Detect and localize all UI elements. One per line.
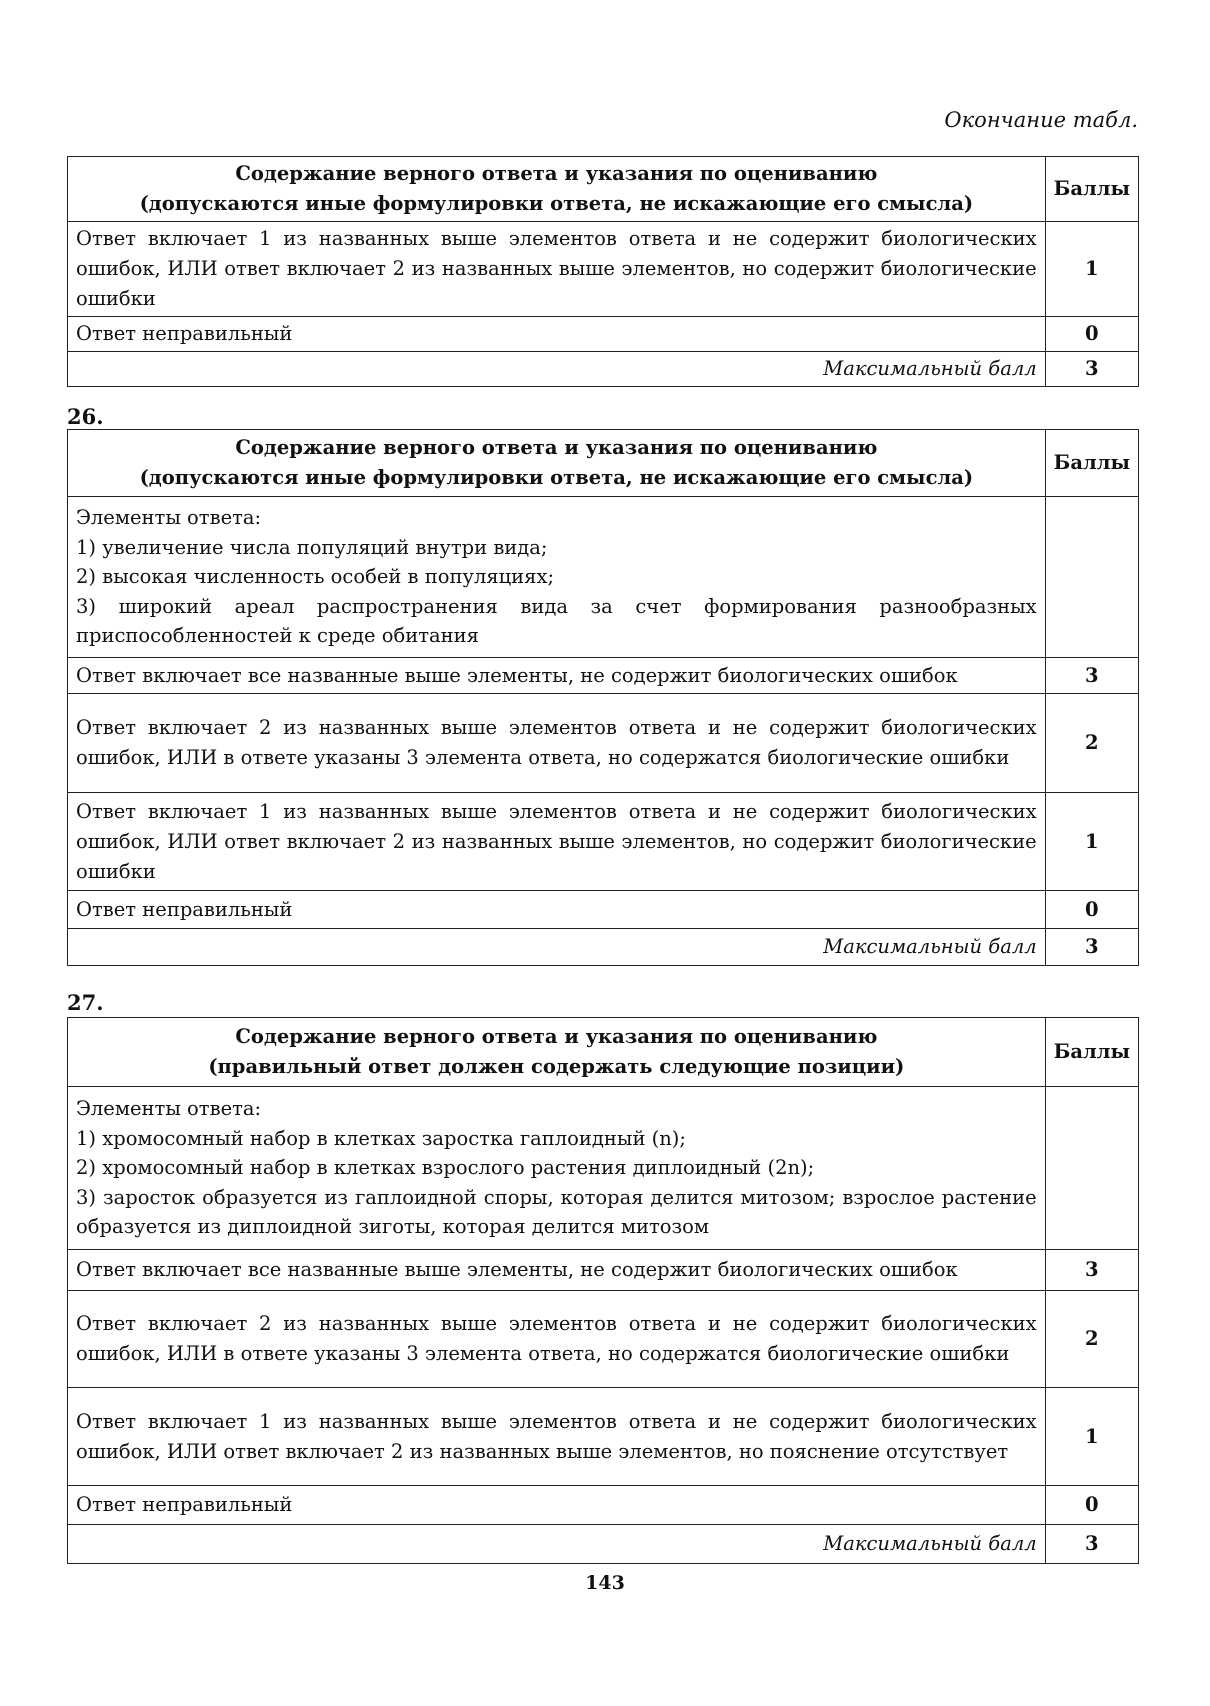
score-value: 0 — [1045, 317, 1138, 352]
max-score-value: 3 — [1045, 352, 1138, 387]
score-value: 0 — [1045, 1486, 1138, 1525]
score-header: Баллы — [1045, 157, 1138, 222]
max-score-row — [68, 352, 1139, 387]
criterion-text: Ответ неправильный — [68, 317, 1046, 352]
answer-element: 2) высокая численность особей в популяциях; — [76, 565, 555, 589]
criterion-text: Ответ включает 2 из названных выше элементов ответа и не содержит биологических ошибок, ИЛИ в ответе указаны 3 элемента ответа, но содержатся биологические ошибки — [68, 1291, 1046, 1388]
max-score-label: Максимальный балл — [68, 1525, 1046, 1564]
answer-element: 2) хромосомный набор в клетках взрослого растения диплоидный (2n); — [76, 1156, 815, 1180]
table-row — [68, 1291, 1139, 1388]
max-score-row — [68, 929, 1139, 966]
table-header-row — [68, 1018, 1139, 1087]
header-line: Содержание верного ответа и указания по оцениванию — [235, 1025, 878, 1048]
answer-elements-row — [68, 497, 1139, 658]
score-value: 0 — [1045, 891, 1138, 929]
score-value: 2 — [1045, 694, 1138, 793]
table-row — [68, 793, 1139, 891]
max-score-label: Максимальный балл — [68, 929, 1046, 966]
table-row — [68, 1486, 1139, 1525]
score-value: 1 — [1045, 1388, 1138, 1486]
answer-elements — [68, 497, 1046, 658]
answer-element: 3) заросток образуется из гаплоидной споры, которая делится митозом; взрослое растение образуется из диплоидной зиготы, которая делится митозом — [76, 1185, 1037, 1239]
header-line: Содержание верного ответа и указания по оцениванию — [235, 436, 878, 459]
table-header-row — [68, 157, 1139, 222]
page-number: 143 — [585, 1572, 625, 1594]
table-row — [68, 222, 1139, 317]
answer-elements-row — [68, 1087, 1139, 1250]
max-score-value: 3 — [1045, 929, 1138, 966]
header-line: Содержание верного ответа и указания по оцениванию — [235, 162, 878, 185]
table-row — [68, 891, 1139, 929]
table-row — [68, 317, 1139, 352]
max-score-label: Максимальный балл — [68, 352, 1046, 387]
criterion-text: Ответ включает все названные выше элементы, не содержит биологических ошибок — [68, 658, 1046, 694]
score-value: 1 — [1045, 222, 1138, 317]
criterion-text: Ответ включает 1 из названных выше элементов ответа и не содержит биологических ошибок, ИЛИ ответ включает 2 из названных выше элементов, но содержит биологические ошибки — [68, 222, 1046, 317]
empty-score-cell — [1045, 497, 1138, 658]
score-header: Баллы — [1045, 1018, 1138, 1087]
max-score-value: 3 — [1045, 1525, 1138, 1564]
score-value: 2 — [1045, 1291, 1138, 1388]
scoring-table-27 — [67, 1017, 1139, 1564]
content-header — [68, 430, 1046, 497]
table-row — [68, 1388, 1139, 1486]
criterion-text: Ответ неправильный — [68, 1486, 1046, 1525]
table-row — [68, 1250, 1139, 1291]
continuation-label: Окончание табл. — [944, 108, 1138, 132]
task-number: 26. — [67, 404, 104, 429]
answer-elements — [68, 1087, 1046, 1250]
score-header: Баллы — [1045, 430, 1138, 497]
table-row — [68, 694, 1139, 793]
score-value: 3 — [1045, 658, 1138, 694]
header-line: (допускаются иные формулировки ответа, не искажающие его смысла) — [139, 192, 974, 215]
content-header — [68, 1018, 1046, 1087]
score-value: 3 — [1045, 1250, 1138, 1291]
answer-element: 1) хромосомный набор в клетках заростка гаплоидный (n); — [76, 1126, 686, 1150]
answer-element: 3) широкий ареал распространения вида за счет формирования разнообразных приспособленностей к среде обитания — [76, 594, 1037, 648]
header-line: (допускаются иные формулировки ответа, не искажающие его смысла) — [139, 466, 974, 489]
empty-score-cell — [1045, 1087, 1138, 1250]
scoring-table-26 — [67, 429, 1139, 966]
answer-element: 1) увеличение числа популяций внутри вида; — [76, 535, 548, 559]
criterion-text: Ответ включает 1 из названных выше элементов ответа и не содержит биологических ошибок, ИЛИ ответ включает 2 из названных выше элементов, но содержит биологические ошибки — [68, 793, 1046, 891]
table-row — [68, 658, 1139, 694]
criterion-text: Ответ включает 1 из названных выше элементов ответа и не содержит биологических ошибок, ИЛИ ответ включает 2 из названных выше элементов, но пояснение отсутствует — [68, 1388, 1046, 1486]
header-line: (правильный ответ должен содержать следующие позиции) — [208, 1055, 905, 1078]
content-header — [68, 157, 1046, 222]
max-score-row — [68, 1525, 1139, 1564]
scoring-table-continued — [67, 156, 1139, 387]
criterion-text: Ответ неправильный — [68, 891, 1046, 929]
elements-title: Элементы ответа: — [76, 506, 262, 530]
elements-title: Элементы ответа: — [76, 1097, 262, 1121]
task-number: 27. — [67, 990, 104, 1015]
criterion-text: Ответ включает 2 из названных выше элементов ответа и не содержит биологических ошибок, ИЛИ в ответе указаны 3 элемента ответа, но содержатся биологические ошибки — [68, 694, 1046, 793]
table-header-row — [68, 430, 1139, 497]
score-value: 1 — [1045, 793, 1138, 891]
criterion-text: Ответ включает все названные выше элементы, не содержит биологических ошибок — [68, 1250, 1046, 1291]
